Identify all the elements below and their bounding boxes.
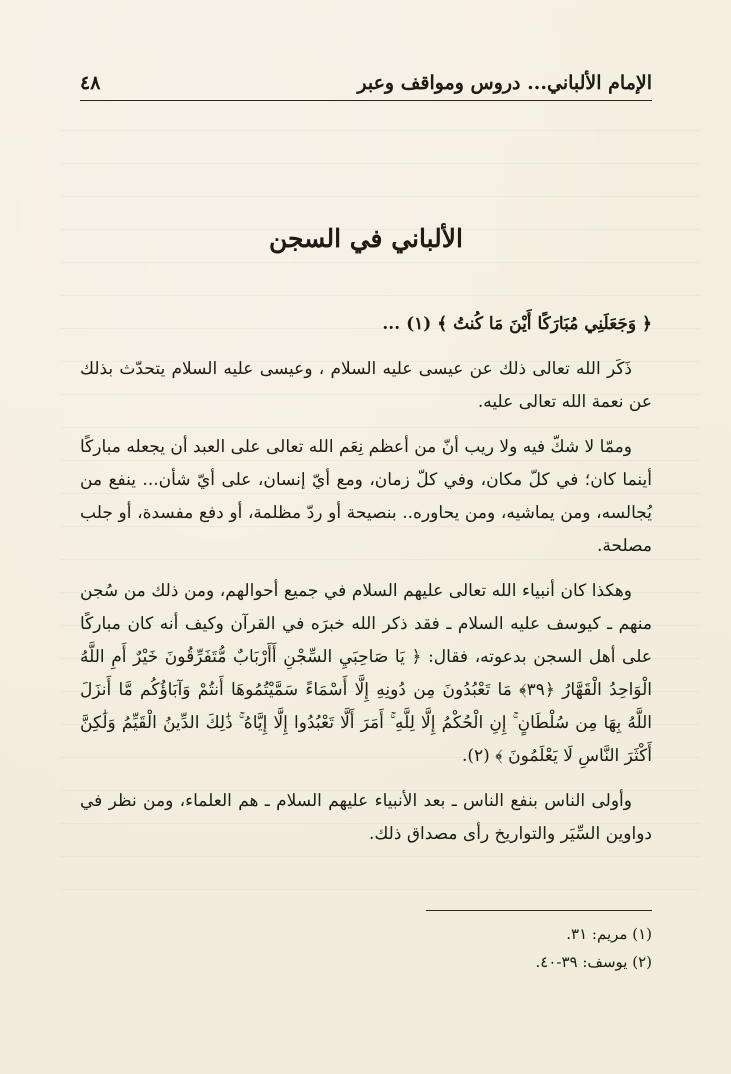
paragraph: ذَكَر الله تعالى ذلك عن عيسى عليه السلام ، وعيسى عليه السلام يتحدّث بذلك عن نعمة الله تعالى عليه. xyxy=(80,359,652,412)
paragraph: وممّا لا شكّ فيه ولا ريب أنّ من أعظم نِعَم الله تعالى على العبد أن يجعله مباركًا أينما كان؛ في كلّ مكان، وفي كلّ زمان، ومع أيّ إنسان، على أيّ شأن... ينفع من يُجالسه، ومن يماشيه، ومن يحاوره.. بنصيحة أو ردّ مظلمة، أو دفع مفسدة، أو جلب مصلحة. xyxy=(80,437,652,556)
body-text xyxy=(80,308,652,863)
opening-verse: ﴿ وَجَعَلَنِي مُبَارَكًا أَيْنَ مَا كُنتُ ﴾ (١) ... xyxy=(382,314,652,334)
footnote-divider xyxy=(426,910,652,911)
page-number: ٤٨ xyxy=(80,72,101,94)
footnote: (٢) يوسف: ٣٩-٤٠. xyxy=(535,953,652,971)
footnote: (١) مريم: ٣١. xyxy=(566,925,652,943)
header-divider xyxy=(80,100,652,101)
chapter-title: الألباني في السجن xyxy=(268,224,463,253)
paragraph: وأولى الناس بنفع الناس ـ بعد الأنبياء عليهم السلام ـ هم العلماء، ومن نظر في دواوين السِّيَر والتواريخ رأى مصداق ذلك. xyxy=(80,791,652,844)
paragraph: وهكذا كان أنبياء الله تعالى عليهم السلام في جميع أحوالهم، ومن ذلك من سُجن منهم ـ كيوسف عليه السلام ـ فقد ذكر الله خبرَه في القرآن وكيف أنه كان مباركًا على أهل السجن بدعوته، فقال: ﴿ يَا صَاحِبَيِ السِّجْنِ أَأَرْبَابٌ مُّتَفَرِّقُونَ خَيْرٌ أَمِ اللَّهُ الْوَاحِدُ الْقَهَّارُ ﴿٣٩﴾ مَا تَعْبُدُونَ مِن دُونِهِ إِلَّا أَسْمَاءً سَمَّيْتُمُوهَا أَنتُمْ وَآبَاؤُكُم مَّا أَنزَلَ اللَّهُ بِهَا مِن سُلْطَانٍ ۚ إِنِ الْحُكْمُ إِلَّا لِلَّهِ ۚ أَمَرَ أَلَّا تَعْبُدُوا إِلَّا إِيَّاهُ ۚ ذَٰلِكَ الدِّينُ الْقَيِّمُ وَلَٰكِنَّ أَكْثَرَ النَّاسِ لَا يَعْلَمُونَ ﴾ (٢). xyxy=(80,581,652,766)
footnotes xyxy=(80,920,652,976)
running-header-title: الإمام الألباني... دروس ومواقف وعبر xyxy=(357,72,652,94)
running-header xyxy=(80,70,652,98)
